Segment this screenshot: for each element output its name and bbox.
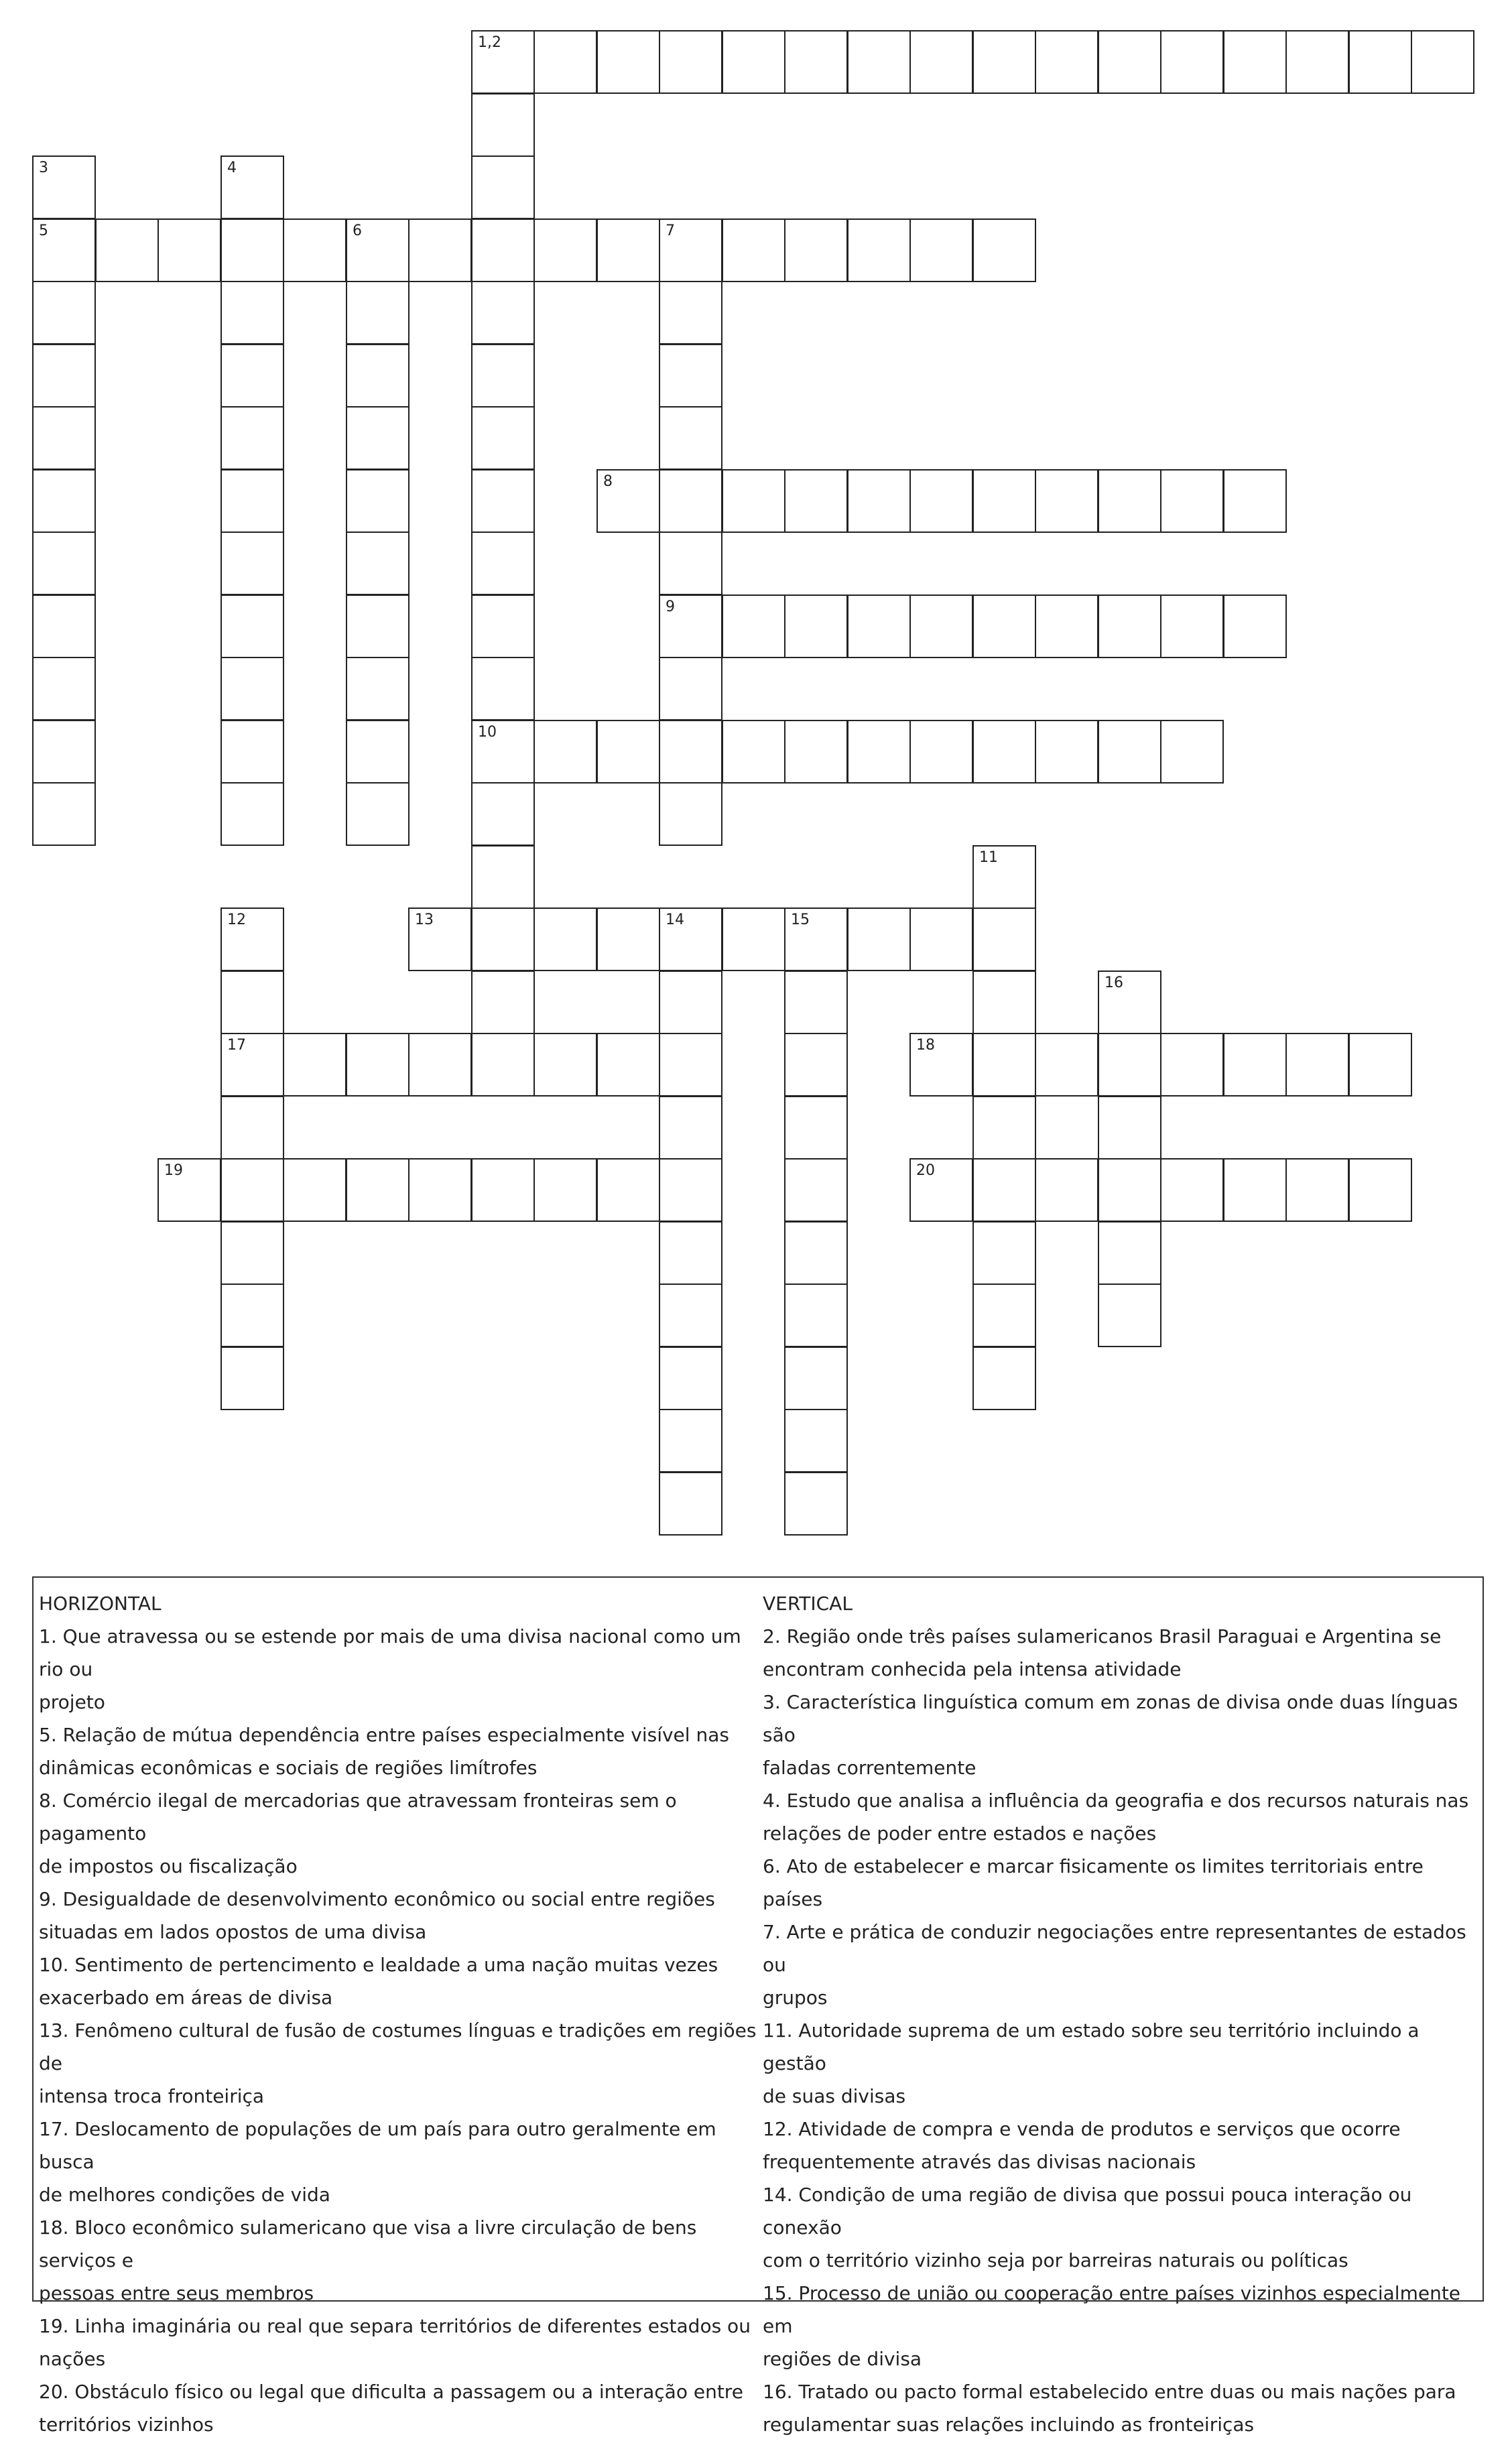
grid-cell[interactable]: [784, 1409, 848, 1473]
grid-cell[interactable]: [1035, 594, 1098, 658]
horizontal-clues: [39, 1587, 763, 2441]
clues-box: [32, 1576, 1484, 2436]
clue-line: 9. Desigualdade de desenvolvimento econômico ou social entre regiões: [39, 1888, 715, 1910]
grid-cell[interactable]: [471, 657, 535, 721]
grid-cell[interactable]: [972, 845, 1036, 909]
grid-cell[interactable]: [220, 1033, 284, 1097]
grid-cell[interactable]: [1160, 469, 1224, 533]
grid-cell[interactable]: [722, 594, 785, 658]
grid-cell[interactable]: [784, 218, 848, 282]
grid-cell[interactable]: [659, 281, 722, 345]
grid-cell[interactable]: [1348, 30, 1412, 94]
grid-cell[interactable]: [722, 218, 785, 282]
grid-cell[interactable]: [972, 469, 1036, 533]
grid-cell[interactable]: [1035, 1033, 1098, 1097]
grid-cell[interactable]: [220, 531, 284, 595]
clue-line: de melhores condições de vida: [39, 2184, 330, 2206]
clue-line: nações: [39, 2348, 106, 2370]
grid-cell[interactable]: [283, 1158, 346, 1222]
clue-line: 12. Atividade de compra e venda de produtos e serviços que ocorre: [763, 2118, 1401, 2140]
grid-cell[interactable]: [909, 1033, 973, 1097]
grid-cell[interactable]: [659, 1347, 722, 1410]
grid-cell[interactable]: [32, 155, 96, 219]
grid-cell[interactable]: [972, 1284, 1036, 1347]
grid-cell[interactable]: [659, 531, 722, 595]
clue-number: 12: [227, 912, 246, 928]
clue-line: 14. Condição de uma região de divisa que possui pouca interação ou conexão: [763, 2184, 1412, 2239]
grid-cell[interactable]: [722, 469, 785, 533]
grid-cell[interactable]: [659, 657, 722, 721]
grid-cell[interactable]: [659, 1409, 722, 1473]
grid-cell[interactable]: [471, 1033, 535, 1097]
clue-line: territórios vizinhos: [39, 2414, 214, 2436]
clue-line: grupos: [763, 1987, 828, 2009]
grid-cell[interactable]: [1098, 1221, 1161, 1285]
grid-cell[interactable]: [1411, 30, 1474, 94]
grid-cell[interactable]: [471, 531, 535, 595]
grid-cell[interactable]: [220, 1284, 284, 1347]
grid-cell[interactable]: [1098, 1284, 1161, 1347]
grid-cell[interactable]: [972, 720, 1036, 784]
grid-cell[interactable]: [1160, 30, 1224, 94]
grid-cell[interactable]: [1098, 594, 1161, 658]
grid-cell[interactable]: [158, 1158, 221, 1222]
grid-cell[interactable]: [784, 971, 848, 1034]
grid-cell[interactable]: [1285, 1158, 1349, 1222]
grid-cell[interactable]: [596, 907, 660, 971]
grid-cell[interactable]: [784, 1221, 848, 1285]
grid-cell[interactable]: [533, 720, 597, 784]
clue-number: 14: [666, 912, 684, 928]
grid-cell[interactable]: [346, 594, 410, 658]
grid-cell[interactable]: [1160, 1158, 1224, 1222]
clue-line: 16. Tratado ou pacto formal estabelecido entre duas ou mais nações para: [763, 2381, 1456, 2403]
grid-cell[interactable]: [596, 469, 660, 533]
grid-cell[interactable]: [784, 1096, 848, 1160]
grid-cell[interactable]: [1160, 594, 1224, 658]
grid-cell[interactable]: [220, 155, 284, 219]
grid-cell[interactable]: [533, 1158, 597, 1222]
grid-cell[interactable]: [533, 1033, 597, 1097]
clue-number: 15: [791, 912, 810, 928]
grid-cell[interactable]: [722, 720, 785, 784]
grid-cell[interactable]: [471, 406, 535, 470]
clue-line: regiões de divisa: [763, 2348, 922, 2370]
grid-cell[interactable]: [220, 281, 284, 345]
grid-cell[interactable]: [471, 218, 535, 282]
grid-cell[interactable]: [220, 406, 284, 470]
grid-cell[interactable]: [847, 30, 911, 94]
grid-cell[interactable]: [1098, 30, 1161, 94]
clue-number: 3: [39, 160, 48, 176]
clue-line: 3. Característica linguística comum em zonas de divisa onde duas línguas são: [763, 1691, 1458, 1746]
grid-cell[interactable]: [659, 30, 722, 94]
grid-cell[interactable]: [283, 1033, 346, 1097]
horizontal-heading: HORIZONTAL: [39, 1592, 162, 1615]
clue-number: 9: [666, 599, 675, 615]
grid-cell[interactable]: [1035, 469, 1098, 533]
clue-line: 19. Linha imaginária ou real que separa territórios de diferentes estados ou: [39, 2315, 751, 2337]
grid-cell[interactable]: [471, 594, 535, 658]
clue-line: 17. Deslocamento de populações de um país para outro geralmente em busca: [39, 2118, 716, 2173]
grid-cell[interactable]: [596, 1033, 660, 1097]
grid-cell[interactable]: [346, 531, 410, 595]
clue-line: 1. Que atravessa ou se estende por mais de uma divisa nacional como um rio ou: [39, 1625, 741, 1680]
grid-cell[interactable]: [972, 1221, 1036, 1285]
grid-cell[interactable]: [784, 1347, 848, 1410]
grid-cell[interactable]: [533, 30, 597, 94]
grid-cell[interactable]: [659, 907, 722, 971]
clue-line: 10. Sentimento de pertencimento e lealdade a uma nação muitas vezes: [39, 1954, 718, 1976]
grid-cell[interactable]: [659, 971, 722, 1034]
clue-line: regulamentar suas relações incluindo as fronteiriças: [763, 2414, 1255, 2436]
grid-cell[interactable]: [972, 1096, 1036, 1160]
grid-cell[interactable]: [596, 30, 660, 94]
clue-number: 18: [916, 1037, 935, 1054]
clue-line: projeto: [39, 1691, 105, 1713]
grid-cell[interactable]: [346, 782, 410, 846]
clue-line: 5. Relação de mútua dependência entre países especialmente visível nas: [39, 1724, 729, 1746]
grid-cell[interactable]: [283, 218, 346, 282]
grid-cell[interactable]: [95, 218, 159, 282]
clue-line: 4. Estudo que analisa a influência da geografia e dos recursos naturais nas: [763, 1790, 1469, 1812]
grid-cell[interactable]: [1035, 720, 1098, 784]
grid-cell[interactable]: [596, 1158, 660, 1222]
clue-number: 1,2: [478, 34, 501, 51]
grid-cell[interactable]: [32, 594, 96, 658]
grid-cell[interactable]: [784, 1472, 848, 1536]
clue-number: 7: [666, 223, 675, 239]
grid-cell[interactable]: [1098, 971, 1161, 1034]
grid-cell[interactable]: [659, 594, 722, 658]
grid-cell[interactable]: [346, 344, 410, 408]
grid-cell[interactable]: [32, 406, 96, 470]
grid-cell[interactable]: [220, 1158, 284, 1222]
grid-cell[interactable]: [1098, 469, 1161, 533]
grid-cell[interactable]: [659, 469, 722, 533]
grid-cell[interactable]: [909, 218, 973, 282]
grid-cell[interactable]: [471, 469, 535, 533]
grid-cell[interactable]: [220, 782, 284, 846]
grid-cell[interactable]: [909, 469, 973, 533]
grid-cell[interactable]: [471, 720, 535, 784]
grid-cell[interactable]: [972, 971, 1036, 1034]
grid-cell[interactable]: [220, 720, 284, 784]
clue-line: 6. Ato de estabelecer e marcar fisicamente os limites territoriais entre países: [763, 1855, 1424, 1910]
grid-cell[interactable]: [471, 93, 535, 157]
grid-cell[interactable]: [220, 594, 284, 658]
grid-cell[interactable]: [784, 720, 848, 784]
clue-line: 8. Comércio ilegal de mercadorias que atravessam fronteiras sem o pagamento: [39, 1790, 677, 1844]
clue-line: 18. Bloco econômico sulamericano que visa a livre circulação de bens serviços e: [39, 2216, 697, 2271]
clue-line: 13. Fenômeno cultural de fusão de costumes línguas e tradições em regiões de: [39, 2019, 757, 2074]
grid-cell[interactable]: [471, 907, 535, 971]
grid-cell[interactable]: [408, 218, 472, 282]
clue-number: 8: [603, 473, 613, 490]
grid-cell[interactable]: [784, 469, 848, 533]
grid-cell[interactable]: [32, 281, 96, 345]
clue-number: 5: [39, 223, 48, 239]
grid-cell[interactable]: [659, 782, 722, 846]
grid-cell[interactable]: [32, 531, 96, 595]
grid-cell[interactable]: [1098, 1096, 1161, 1160]
grid-cell[interactable]: [784, 1284, 848, 1347]
grid-cell[interactable]: [659, 218, 722, 282]
clue-line: faladas correntemente: [763, 1757, 976, 1779]
grid-cell[interactable]: [471, 344, 535, 408]
grid-cell[interactable]: [471, 281, 535, 345]
grid-cell[interactable]: [659, 1033, 722, 1097]
grid-cell[interactable]: [1285, 30, 1349, 94]
clue-number: 19: [164, 1162, 183, 1179]
grid-cell[interactable]: [346, 657, 410, 721]
clue-line: situadas em lados opostos de uma divisa: [39, 1921, 427, 1943]
clue-line: intensa troca fronteiriça: [39, 2085, 265, 2107]
grid-cell[interactable]: [972, 30, 1036, 94]
grid-cell[interactable]: [346, 469, 410, 533]
grid-cell[interactable]: [1223, 30, 1287, 94]
vertical-clues: [763, 1587, 1473, 2441]
grid-cell[interactable]: [722, 30, 785, 94]
grid-cell[interactable]: [220, 1096, 284, 1160]
vertical-heading: VERTICAL: [763, 1592, 853, 1615]
clue-line: 15. Processo de união ou cooperação entre países vizinhos especialmente em: [763, 2282, 1461, 2337]
grid-cell[interactable]: [1035, 30, 1098, 94]
grid-cell[interactable]: [220, 907, 284, 971]
grid-cell[interactable]: [659, 1221, 722, 1285]
grid-cell[interactable]: [471, 155, 535, 219]
grid-cell[interactable]: [659, 344, 722, 408]
grid-cell[interactable]: [972, 1033, 1036, 1097]
clue-number: 16: [1105, 975, 1123, 991]
clue-line: relações de poder entre estados e nações: [763, 1822, 1157, 1844]
clue-number: 17: [227, 1037, 246, 1054]
grid-cell[interactable]: [220, 971, 284, 1034]
grid-cell[interactable]: [471, 971, 535, 1034]
grid-cell[interactable]: [1160, 1033, 1224, 1097]
grid-cell[interactable]: [784, 907, 848, 971]
grid-cell[interactable]: [847, 907, 911, 971]
grid-cell[interactable]: [158, 218, 221, 282]
grid-cell[interactable]: [847, 594, 911, 658]
grid-cell[interactable]: [220, 469, 284, 533]
grid-cell[interactable]: [909, 720, 973, 784]
grid-cell[interactable]: [1160, 720, 1224, 784]
clue-line: de suas divisas: [763, 2085, 906, 2107]
grid-cell[interactable]: [784, 30, 848, 94]
grid-cell[interactable]: [972, 907, 1036, 971]
grid-cell[interactable]: [408, 1158, 472, 1222]
clue-line: dinâmicas econômicas e sociais de regiões limítrofes: [39, 1757, 538, 1779]
grid-cell[interactable]: [32, 344, 96, 408]
grid-cell[interactable]: [784, 1158, 848, 1222]
clue-line: frequentemente através das divisas nacionais: [763, 2151, 1196, 2173]
grid-cell[interactable]: [1348, 1033, 1412, 1097]
grid-cell[interactable]: [659, 1158, 722, 1222]
grid-cell[interactable]: [220, 1221, 284, 1285]
clue-line: 2. Região onde três países sulamericanos Brasil Paraguai e Argentina se: [763, 1625, 1442, 1647]
clue-number: 4: [227, 160, 237, 176]
grid-cell[interactable]: [847, 218, 911, 282]
clue-line: exacerbado em áreas de divisa: [39, 1987, 333, 2009]
grid-cell[interactable]: [1223, 1158, 1287, 1222]
grid-cell[interactable]: [1285, 1033, 1349, 1097]
grid-cell[interactable]: [909, 30, 973, 94]
grid-cell[interactable]: [346, 218, 410, 282]
grid-cell[interactable]: [471, 30, 535, 94]
grid-cell[interactable]: [346, 281, 410, 345]
grid-cell[interactable]: [471, 1158, 535, 1222]
grid-cell[interactable]: [32, 782, 96, 846]
grid-cell[interactable]: [596, 218, 660, 282]
grid-cell[interactable]: [471, 845, 535, 909]
grid-cell[interactable]: [847, 720, 911, 784]
grid-cell[interactable]: [32, 657, 96, 721]
clue-number: 11: [979, 849, 998, 866]
grid-cell[interactable]: [1098, 1158, 1161, 1222]
grid-cell[interactable]: [1098, 1033, 1161, 1097]
clue-line: 7. Arte e prática de conduzir negociações entre representantes de estados ou: [763, 1921, 1466, 1976]
clue-line: de impostos ou fiscalização: [39, 1855, 298, 1877]
clue-line: 20. Obstáculo físico ou legal que dificulta a passagem ou a interação entre: [39, 2381, 743, 2403]
grid-cell[interactable]: [784, 1033, 848, 1097]
clue-line: encontram conhecida pela intensa atividade: [763, 1658, 1182, 1680]
clue-line: 11. Autoridade suprema de um estado sobre seu território incluindo a gestão: [763, 2019, 1420, 2074]
grid-cell[interactable]: [659, 1284, 722, 1347]
grid-cell[interactable]: [1348, 1158, 1412, 1222]
grid-cell[interactable]: [1223, 1033, 1287, 1097]
grid-cell[interactable]: [346, 1158, 410, 1222]
grid-cell[interactable]: [471, 782, 535, 846]
grid-cell[interactable]: [596, 720, 660, 784]
grid-cell[interactable]: [1098, 720, 1161, 784]
grid-cell[interactable]: [346, 406, 410, 470]
grid-cell[interactable]: [659, 1096, 722, 1160]
grid-cell[interactable]: [972, 218, 1036, 282]
grid-cell[interactable]: [722, 907, 785, 971]
grid-cell[interactable]: [32, 720, 96, 784]
grid-cell[interactable]: [220, 657, 284, 721]
grid-cell[interactable]: [972, 594, 1036, 658]
grid-cell[interactable]: [346, 1033, 410, 1097]
grid-cell[interactable]: [220, 1347, 284, 1410]
grid-cell[interactable]: [847, 469, 911, 533]
grid-cell[interactable]: [1223, 594, 1287, 658]
grid-cell[interactable]: [220, 344, 284, 408]
grid-cell[interactable]: [659, 720, 722, 784]
grid-cell[interactable]: [909, 907, 973, 971]
grid-cell[interactable]: [659, 406, 722, 470]
grid-cell[interactable]: [533, 218, 597, 282]
grid-cell[interactable]: [32, 218, 96, 282]
grid-cell[interactable]: [659, 1472, 722, 1536]
grid-cell[interactable]: [972, 1158, 1036, 1222]
grid-cell[interactable]: [32, 469, 96, 533]
clue-number: 13: [415, 912, 434, 928]
grid-cell[interactable]: [1223, 469, 1287, 533]
clue-line: pessoas entre seus membros: [39, 2282, 314, 2304]
clue-number: 10: [478, 724, 497, 741]
grid-cell[interactable]: [909, 1158, 973, 1222]
grid-cell[interactable]: [784, 594, 848, 658]
grid-cell[interactable]: [909, 594, 973, 658]
grid-cell[interactable]: [1035, 1158, 1098, 1222]
grid-cell[interactable]: [408, 1033, 472, 1097]
clue-number: 20: [916, 1162, 935, 1179]
clue-line: com o território vizinho seja por barreiras naturais ou políticas: [763, 2249, 1348, 2271]
clue-number: 6: [353, 223, 362, 239]
grid-cell[interactable]: [972, 1347, 1036, 1410]
grid-cell[interactable]: [533, 907, 597, 971]
grid-cell[interactable]: [346, 720, 410, 784]
grid-cell[interactable]: [408, 907, 472, 971]
grid-cell[interactable]: [220, 218, 284, 282]
